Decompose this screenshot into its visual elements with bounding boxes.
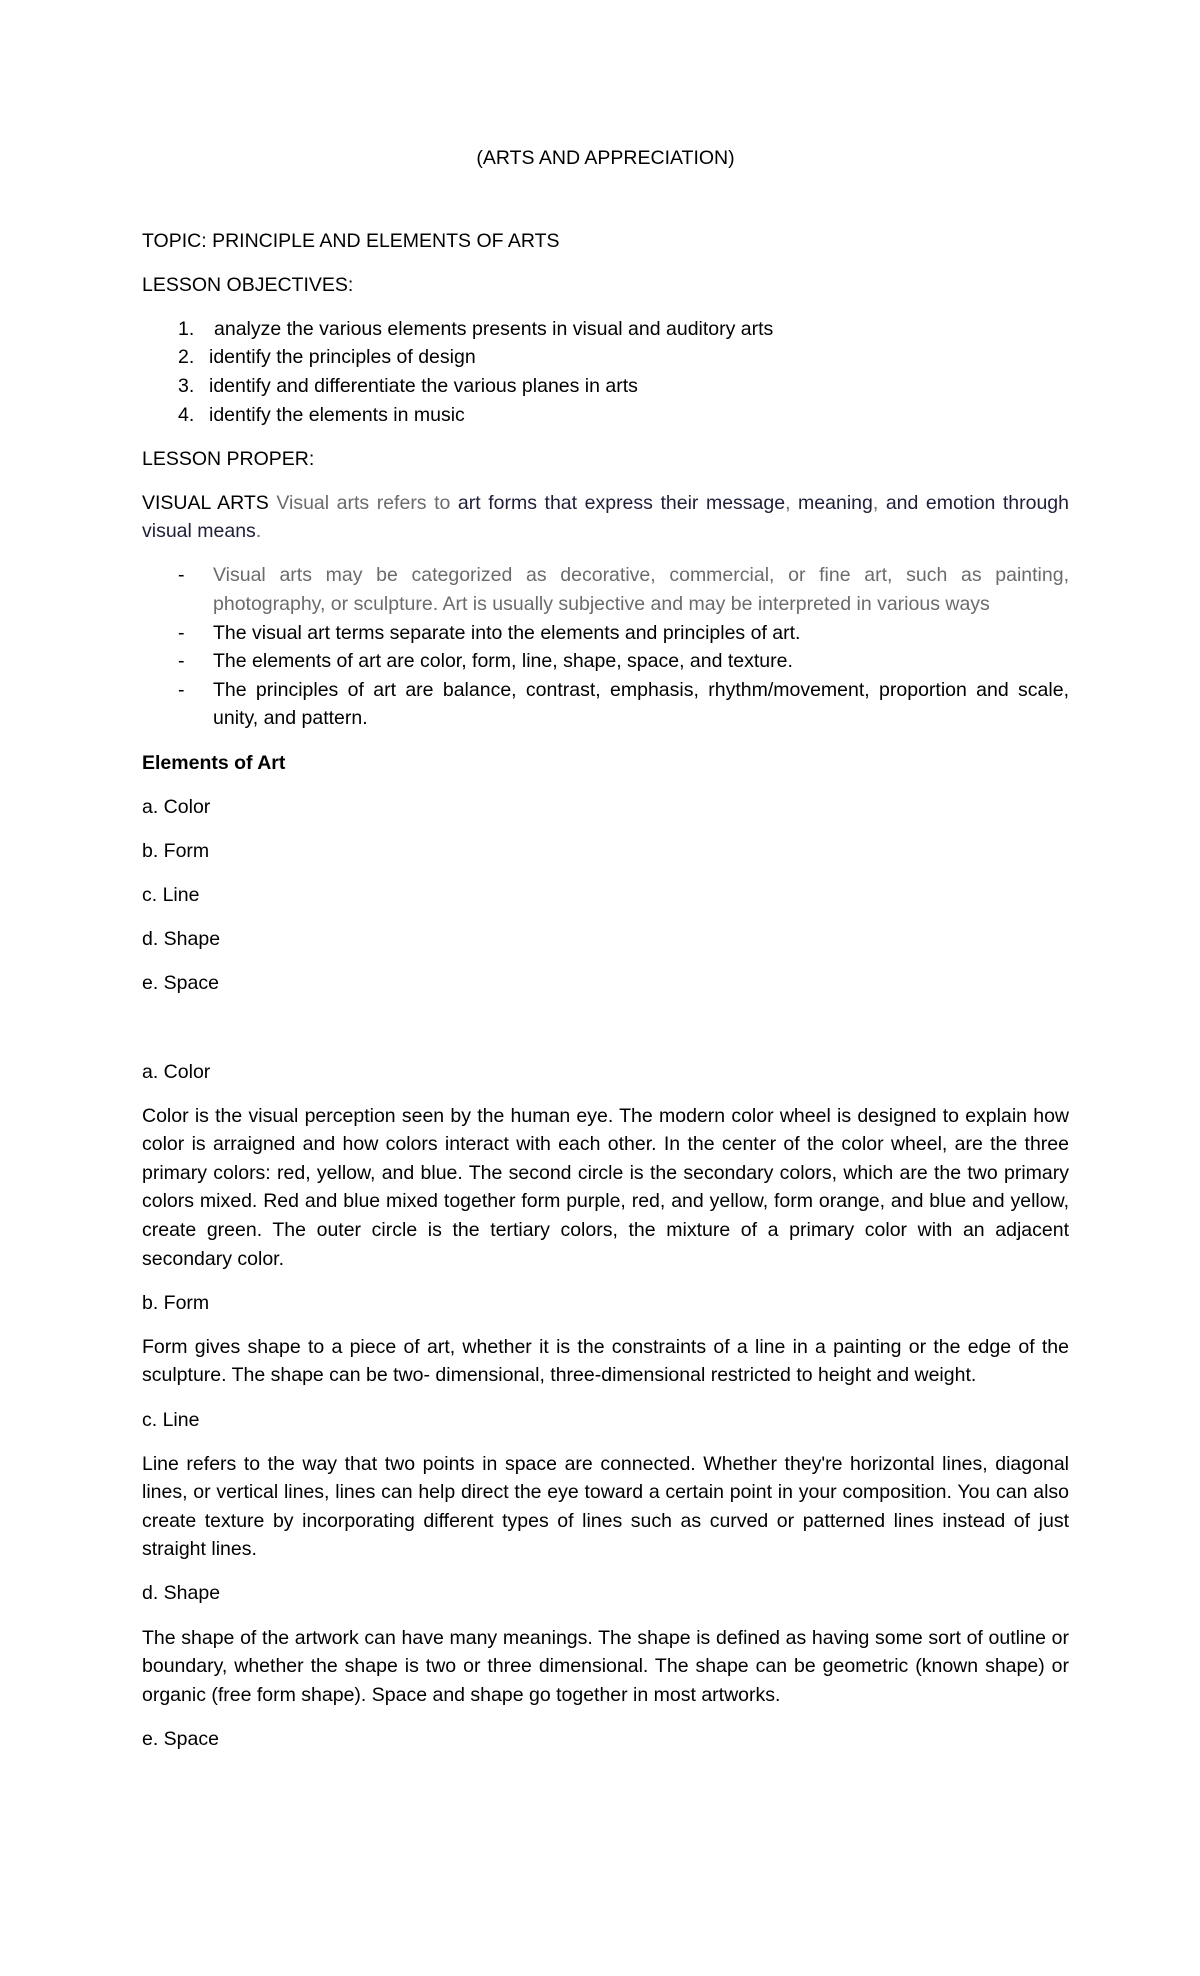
visual-arts-comma-b: ,	[872, 491, 879, 514]
visual-arts-comma-a: ,	[785, 491, 791, 514]
visual-arts-label: VISUAL ARTS	[142, 491, 269, 514]
list-item	[142, 619, 1069, 648]
section-heading-line: c. Line	[142, 1408, 200, 1431]
list-item-text: identify and differentiate the various planes in arts	[209, 374, 638, 397]
list-item-text: The visual art terms separate into the elements and principles of art.	[213, 621, 801, 644]
elements-item: d. Shape	[142, 927, 221, 950]
document-title: (ARTS AND APPRECIATION)	[476, 147, 735, 169]
dash-bullet: -	[178, 564, 185, 587]
section-heading-color: a. Color	[142, 1060, 211, 1083]
visual-arts-definition-c: and emotion through visual means	[142, 491, 1069, 543]
topic-line: TOPIC: PRINCIPLE AND ELEMENTS OF ARTS	[142, 229, 560, 252]
section-heading-space: e. Space	[142, 1727, 219, 1750]
section-body-line: Line refers to the way that two points in space are connected. Whether they're horizontal lines, diagonal lines, or vertical lines, lines can help direct the eye toward a certain point in your composition. You can also create texture by incorporating different types of lines such as curved or patterned lines instead of just straight lines.	[142, 1452, 1069, 1561]
list-number: 4.	[178, 403, 195, 426]
list-item-text: Visual arts may be categorized as decorative, commercial, or fine art, such as painting, photography, or sculpture. Art is usually subjective and may be interpreted in various ways	[213, 564, 1069, 616]
visual-arts-definition-b: meaning	[790, 491, 873, 514]
list-item-text: The elements of art are color, form, line, shape, space, and texture.	[213, 650, 793, 673]
list-item	[142, 401, 1069, 430]
list-item-text: identify the elements in music	[209, 403, 465, 426]
list-item	[142, 343, 1069, 372]
elements-item: c. Line	[142, 883, 200, 906]
dash-bullet: -	[178, 650, 185, 673]
visual-arts-bullets	[142, 561, 1069, 733]
section-heading-shape: d. Shape	[142, 1582, 221, 1605]
page-content	[142, 136, 1069, 1753]
list-item	[142, 561, 1069, 618]
list-number: 2.	[178, 346, 195, 369]
section-body-form: Form gives shape to a piece of art, whether it is the constraints of a line in a painting or the edge of the sculpture. The shape can be two- dimensional, three-dimensional restricted to height and weight.	[142, 1335, 1069, 1387]
list-item-text: The principles of art are balance, contrast, emphasis, rhythm/movement, proportion and scale, unity, and pattern.	[213, 678, 1069, 730]
dash-bullet: -	[178, 621, 185, 644]
elements-item: b. Form	[142, 839, 210, 862]
list-item-text: analyze the various elements presents in visual and auditory arts	[214, 317, 774, 340]
objectives-heading: LESSON OBJECTIVES:	[142, 273, 354, 296]
list-item-text: identify the principles of design	[209, 346, 476, 369]
elements-item: a. Color	[142, 795, 211, 818]
visual-arts-intro: Visual arts refers to	[268, 491, 451, 514]
elements-item: e. Space	[142, 971, 219, 994]
list-item	[142, 676, 1069, 733]
list-item	[142, 647, 1069, 676]
list-item	[142, 315, 1069, 344]
dash-bullet: -	[178, 678, 185, 701]
section-body-color: Color is the visual perception seen by the human eye. The modern color wheel is designed to explain how color is arraigned and how colors interact with each other. In the center of the color wheel, are the three primary colors: red, yellow, and blue. The second circle is the secondary colors, which are the two primary colors mixed. Red and blue mixed together form purple, red, and yellow, form orange, and blue and yellow, create green. The outer circle is the tertiary colors, the mixture of a primary color with an adjacent secondary color.	[142, 1104, 1069, 1270]
objectives-list	[142, 315, 1069, 429]
list-item	[142, 372, 1069, 401]
section-heading-form: b. Form	[142, 1291, 210, 1314]
visual-arts-period: .	[255, 520, 262, 543]
elements-heading: Elements of Art	[142, 751, 286, 774]
lesson-proper-heading: LESSON PROPER:	[142, 447, 315, 470]
list-number: 3.	[178, 374, 195, 397]
list-number: 1.	[178, 317, 195, 340]
section-body-shape: The shape of the artwork can have many meanings. The shape is defined as having some sort of outline or boundary, whether the shape is two or three dimensional. The shape can be geometric (known shape) or organic (free form shape). Space and shape go together in most artworks.	[142, 1626, 1069, 1706]
visual-arts-definition-a: art forms that express their message	[450, 491, 786, 514]
visual-arts-paragraph	[142, 489, 1069, 546]
